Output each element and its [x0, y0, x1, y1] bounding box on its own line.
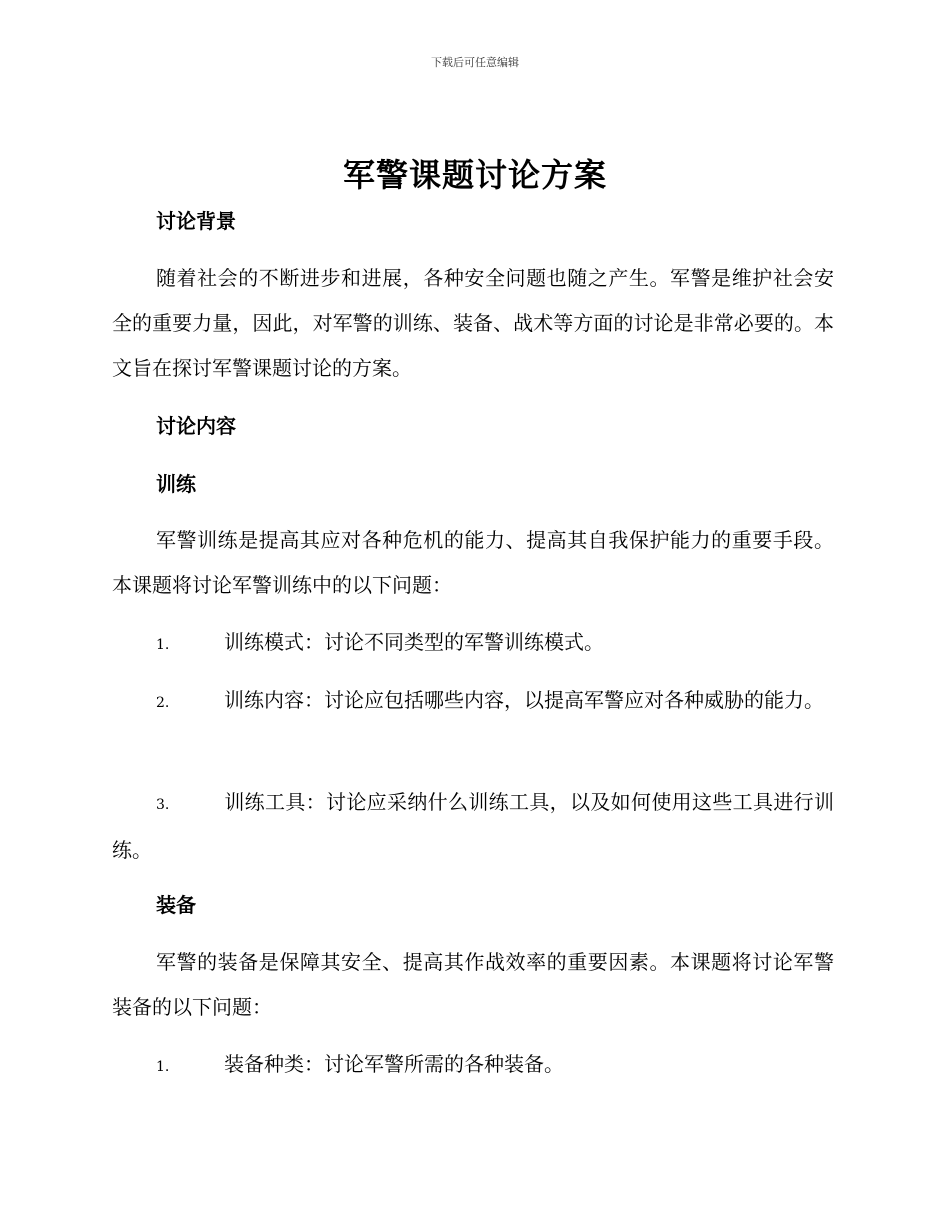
document-title: 军警课题讨论方案	[342, 156, 607, 194]
training-list-item-2	[112, 678, 834, 726]
list-item-text: 训练内容：讨论应包括哪些内容，以提高军警应对各种威胁的能力。	[224, 688, 824, 712]
section-heading-background: 讨论背景	[156, 209, 236, 233]
subsection-heading-training: 训练	[156, 472, 196, 496]
list-item-text: 装备种类：讨论军警所需的各种装备。	[224, 1052, 564, 1076]
equipment-paragraph: 军警的装备是保障其安全、提高其作战效率的重要因素。本课题将讨论军警装备的以下问题：	[112, 950, 834, 1019]
list-item-text: 训练工具：讨论应采纳什么训练工具，以及如何使用这些工具进行训练。	[112, 790, 834, 862]
list-item-text: 训练模式：讨论不同类型的军警训练模式。	[224, 630, 604, 654]
list-number: 1.	[156, 637, 170, 653]
page-header: 下载后可任意编辑	[431, 56, 519, 69]
list-number: 3.	[156, 797, 170, 813]
training-list-item-1	[112, 620, 834, 668]
list-number: 2.	[156, 695, 170, 711]
training-list-item-3	[112, 780, 834, 873]
equipment-list-item-1	[112, 1042, 834, 1090]
background-paragraph: 随着社会的不断进步和进展，各种安全问题也随之产生。军警是维护社会安全的重要力量，因此，对军警的训练、装备、战术等方面的讨论是非常必要的。本文旨在探讨军警课题讨论的方案。	[112, 266, 834, 380]
training-paragraph: 军警训练是提高其应对各种危机的能力、提高其自我保护能力的重要手段。本课题将讨论军警训练中的以下问题：	[112, 528, 834, 597]
list-number: 1.	[156, 1059, 170, 1075]
subsection-heading-equipment: 装备	[156, 893, 196, 917]
section-heading-content: 讨论内容	[156, 414, 236, 438]
